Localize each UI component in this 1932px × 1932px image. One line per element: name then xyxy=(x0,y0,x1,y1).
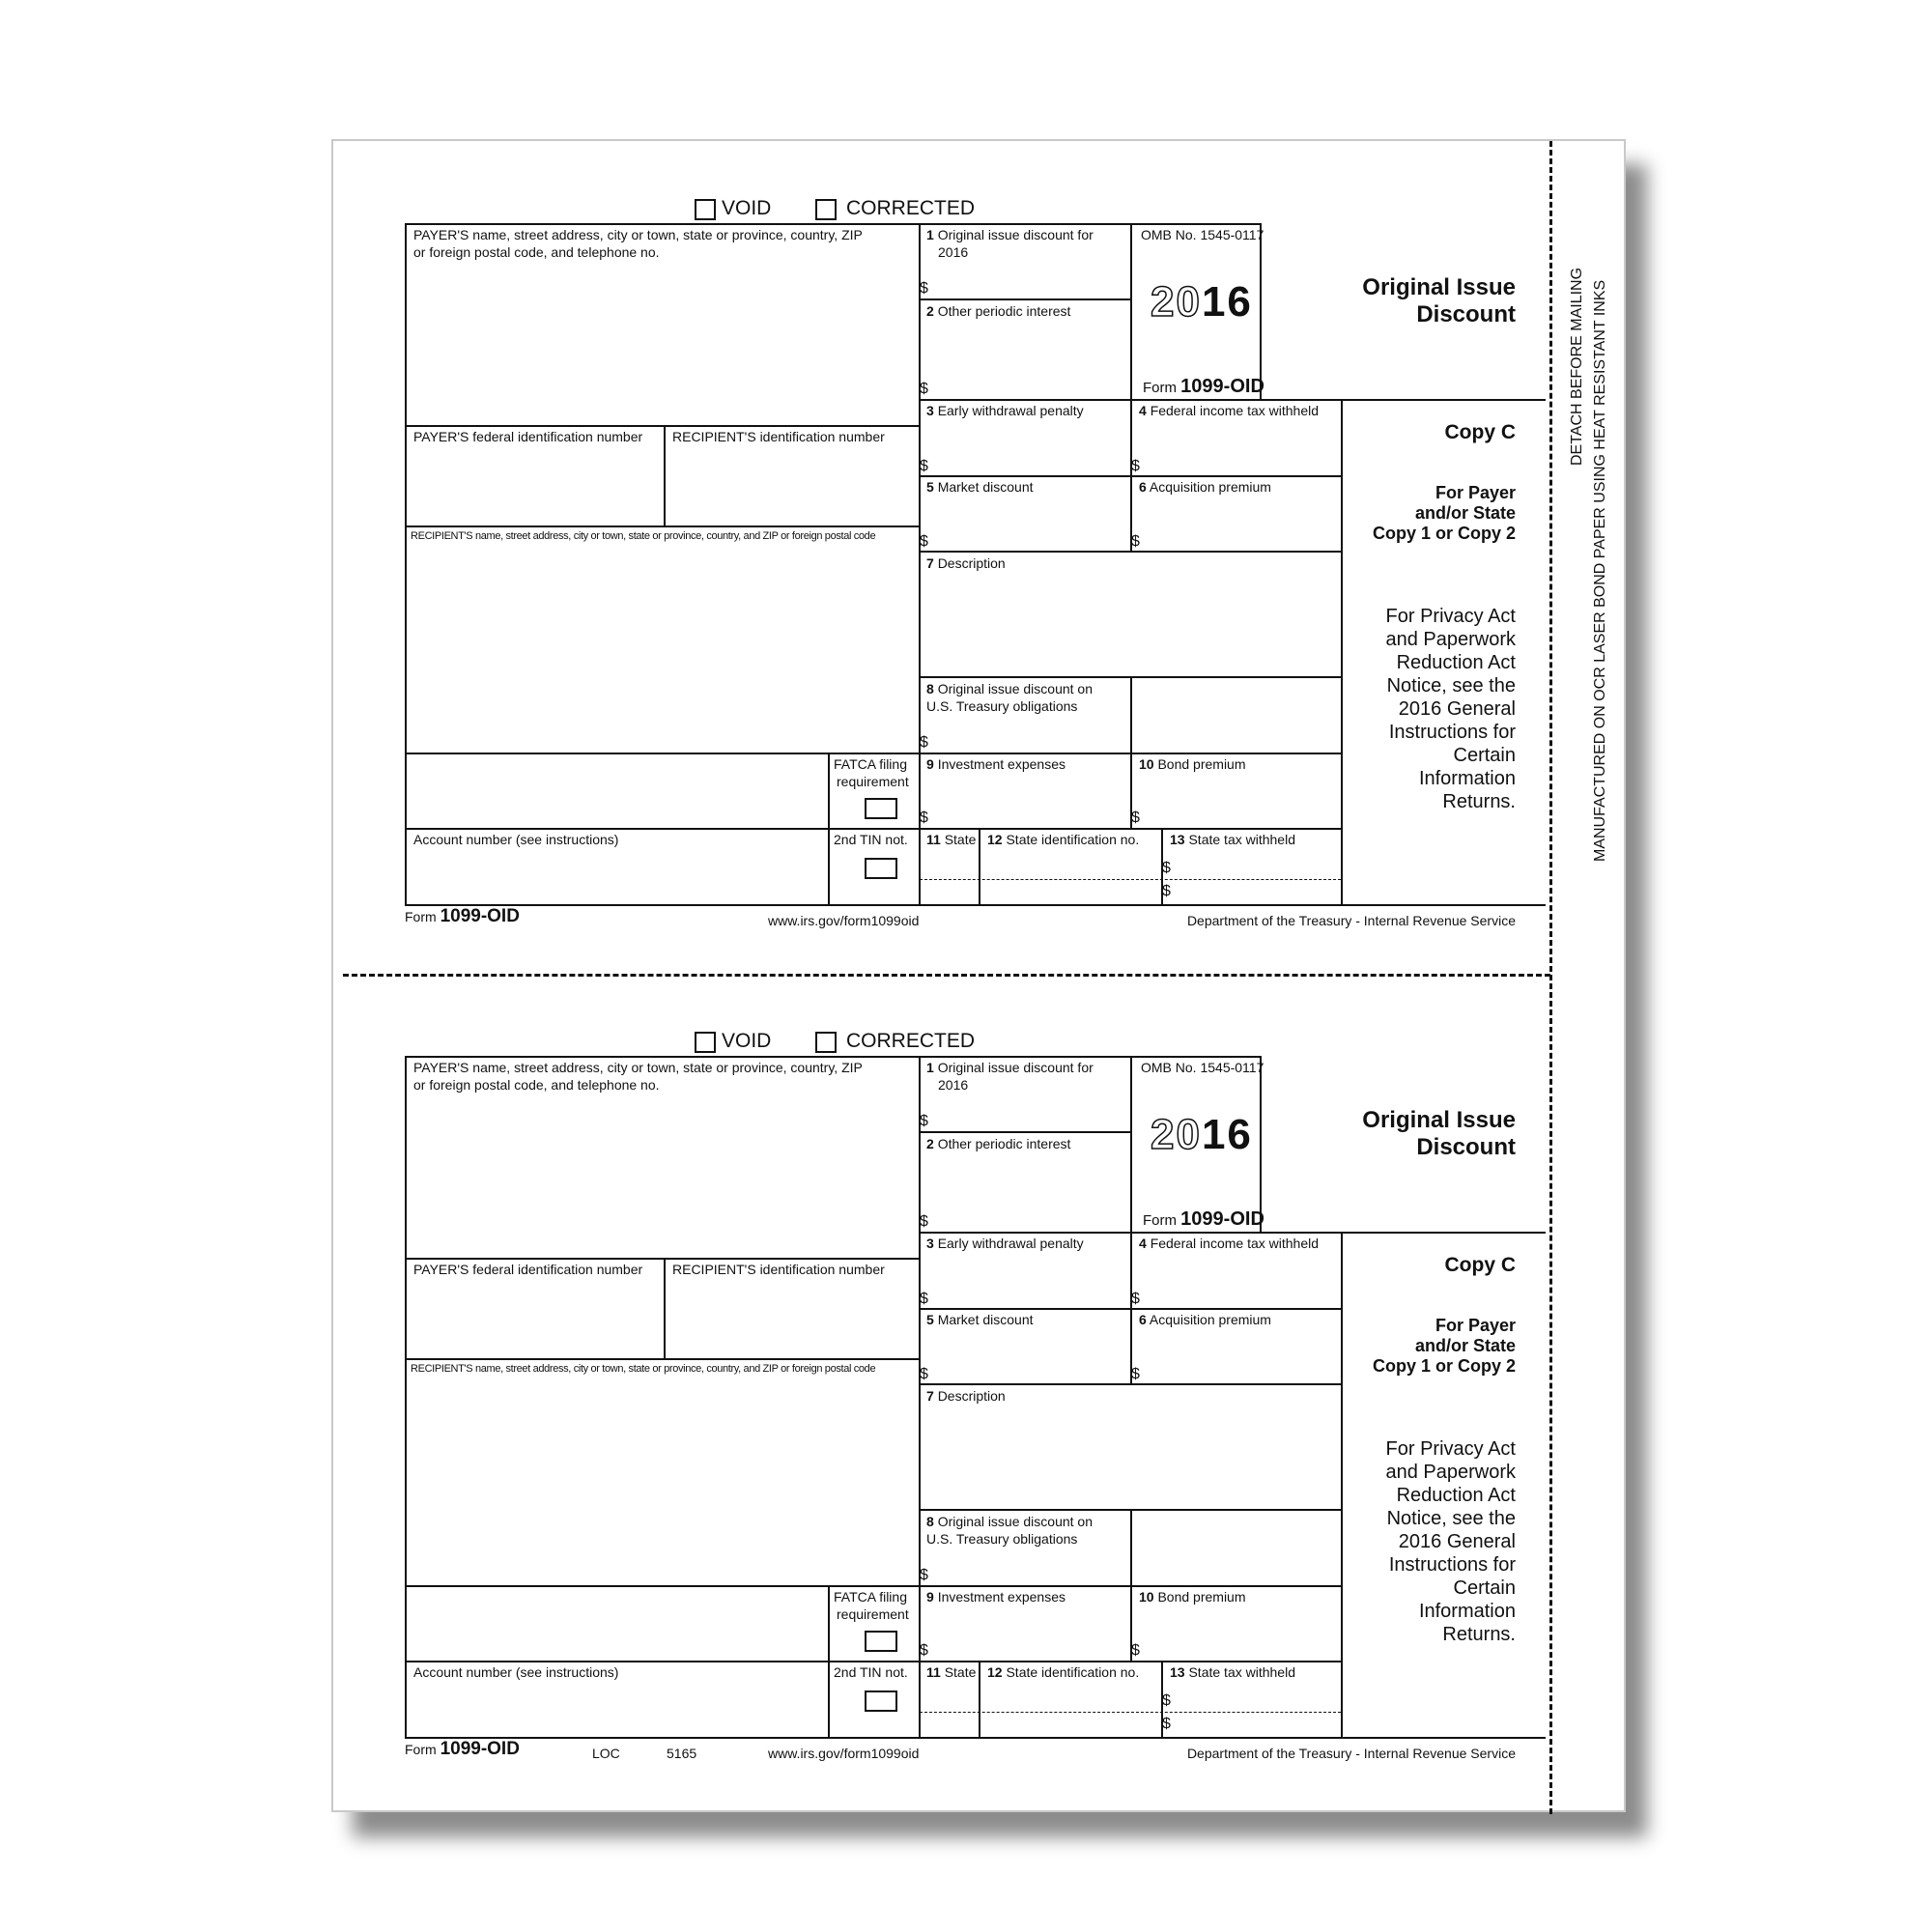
detach-text: DETACH BEFORE MAILING xyxy=(1569,267,1585,466)
box2-number: 2 xyxy=(926,303,934,319)
privacy-line-3: Reduction Act xyxy=(1396,1485,1516,1506)
footer-loc: LOC xyxy=(592,1746,620,1761)
for-payer-label: For Payer xyxy=(1435,483,1516,502)
box3-dollar: $ xyxy=(920,458,928,474)
form-title: Original Issue xyxy=(1362,274,1516,300)
box9-number: 9 xyxy=(926,1589,934,1605)
box10-label: Bond premium xyxy=(1157,756,1246,772)
box5-number: 5 xyxy=(926,1312,934,1327)
void-label: VOID xyxy=(722,197,772,219)
for-payer-label-line3: Copy 1 or Copy 2 xyxy=(1372,1356,1516,1376)
second-tin-checkbox[interactable] xyxy=(865,858,897,879)
copy-label: Copy C xyxy=(1444,1254,1516,1276)
box12-number: 12 xyxy=(987,832,1003,847)
box9-dollar: $ xyxy=(920,810,928,826)
privacy-line-4: Notice, see the xyxy=(1386,1508,1516,1529)
fatca-label: FATCA filing xyxy=(834,1589,907,1605)
fatca-checkbox[interactable] xyxy=(865,798,897,819)
box4-number: 4 xyxy=(1139,1236,1147,1251)
box2-label: Other periodic interest xyxy=(937,1136,1071,1151)
box1-number: 1 xyxy=(926,1060,934,1075)
fatca-label: FATCA filing xyxy=(834,756,907,772)
form-number: 1099-OID xyxy=(1180,1208,1264,1230)
box4-label: Federal income tax withheld xyxy=(1150,403,1319,418)
corrected-checkbox[interactable] xyxy=(815,1032,837,1053)
box9-dollar: $ xyxy=(920,1642,928,1659)
corrected-label: CORRECTED xyxy=(846,1030,976,1052)
box5-label: Market discount xyxy=(937,479,1034,495)
form-word: Form xyxy=(1143,1212,1177,1229)
box7-number: 7 xyxy=(926,555,934,571)
box9-label: Investment expenses xyxy=(937,1589,1065,1605)
footer-form-number: 1099-OID xyxy=(440,906,520,926)
payer-fed-id-label: PAYER'S federal identification number xyxy=(413,429,643,444)
fatca-label-line2: requirement xyxy=(837,1606,909,1622)
account-number-label: Account number (see instructions) xyxy=(413,1664,619,1680)
box8-label-line2: U.S. Treasury obligations xyxy=(926,1531,1078,1547)
form-copy-2 xyxy=(333,974,1628,1804)
box9-label: Investment expenses xyxy=(937,756,1065,772)
privacy-line-7: Certain xyxy=(1453,1577,1516,1599)
box8-number: 8 xyxy=(926,1514,934,1529)
box1-year: 2016 xyxy=(938,1077,969,1093)
footer-url[interactable]: www.irs.gov/form1099oid xyxy=(768,913,920,928)
privacy-line-6: Instructions for xyxy=(1388,1554,1516,1576)
fatca-label-line2: requirement xyxy=(837,774,909,789)
corrected-checkbox[interactable] xyxy=(815,199,837,220)
box2-label: Other periodic interest xyxy=(937,303,1071,319)
recipient-name-label: RECIPIENT'S name, street address, city or town, state or province, country, and ZIP or foreign postal code xyxy=(411,1363,876,1375)
box11-number: 11 xyxy=(926,832,941,847)
copy-label: Copy C xyxy=(1444,421,1516,443)
privacy-line-1: For Privacy Act xyxy=(1385,1438,1516,1460)
payer-name-label-line2: or foreign postal code, and telephone no. xyxy=(413,1077,660,1093)
box10-number: 10 xyxy=(1139,756,1154,772)
box12-label: State identification no. xyxy=(1006,1664,1140,1680)
corrected-label: CORRECTED xyxy=(846,197,976,219)
footer-url[interactable]: www.irs.gov/form1099oid xyxy=(768,1746,920,1761)
privacy-line-2: and Paperwork xyxy=(1385,1462,1516,1483)
box6-label: Acquisition premium xyxy=(1149,1312,1271,1327)
for-payer-label-line3: Copy 1 or Copy 2 xyxy=(1372,524,1516,543)
box13-dollar-2: $ xyxy=(1162,1716,1171,1732)
for-payer-label-line2: and/or State xyxy=(1414,1336,1516,1355)
privacy-line-5: 2016 General xyxy=(1398,1531,1516,1552)
omb-number: OMB No. 1545-0117 xyxy=(1141,1060,1264,1075)
box1-dollar: $ xyxy=(920,1113,928,1129)
privacy-line-9: Returns. xyxy=(1442,791,1516,812)
privacy-line-6: Instructions for xyxy=(1388,722,1516,743)
box8-dollar: $ xyxy=(920,734,928,751)
omb-number: OMB No. 1545-0117 xyxy=(1141,227,1264,242)
form-number: 1099-OID xyxy=(1180,376,1264,397)
box3-dollar: $ xyxy=(920,1291,928,1307)
box13-dollar: $ xyxy=(1162,1692,1171,1709)
privacy-line-4: Notice, see the xyxy=(1386,675,1516,696)
box4-label: Federal income tax withheld xyxy=(1150,1236,1319,1251)
privacy-line-5: 2016 General xyxy=(1398,698,1516,720)
privacy-line-8: Information xyxy=(1418,1601,1516,1622)
vertical-perforation xyxy=(1549,141,1552,1814)
box6-number: 6 xyxy=(1139,1312,1147,1327)
box13-number: 13 xyxy=(1170,1664,1185,1680)
recipient-name-label: RECIPIENT'S name, street address, city or town, state or province, country, and ZIP or foreign postal code xyxy=(411,530,876,542)
box13-number: 13 xyxy=(1170,832,1185,847)
account-number-label: Account number (see instructions) xyxy=(413,832,619,847)
box1-year: 2016 xyxy=(938,244,969,260)
box8-label: Original issue discount on xyxy=(937,1514,1093,1529)
box8-dollar: $ xyxy=(920,1567,928,1583)
box10-label: Bond premium xyxy=(1157,1589,1246,1605)
box10-dollar: $ xyxy=(1131,1642,1140,1659)
box8-label: Original issue discount on xyxy=(937,681,1093,696)
box11-label: State xyxy=(944,832,977,847)
box2-number: 2 xyxy=(926,1136,934,1151)
box5-number: 5 xyxy=(926,479,934,495)
recipient-id-label: RECIPIENT'S identification number xyxy=(672,1262,885,1277)
footer-department: Department of the Treasury - Internal Revenue Service xyxy=(1186,1746,1516,1761)
void-checkbox[interactable] xyxy=(695,199,716,220)
box1-label: Original issue discount for xyxy=(937,1060,1094,1075)
box3-number: 3 xyxy=(926,403,934,418)
void-label: VOID xyxy=(722,1030,772,1052)
second-tin-checkbox[interactable] xyxy=(865,1690,897,1712)
privacy-line-7: Certain xyxy=(1453,745,1516,766)
box1-dollar: $ xyxy=(920,280,928,297)
void-checkbox[interactable] xyxy=(695,1032,716,1053)
privacy-line-1: For Privacy Act xyxy=(1385,606,1516,627)
form-title: Original Issue xyxy=(1362,1107,1516,1133)
box9-number: 9 xyxy=(926,756,934,772)
box8-label-line2: U.S. Treasury obligations xyxy=(926,698,1078,714)
manufactured-text: MANUFACTURED ON OCR LASER BOND PAPER USING HEAT RESISTANT INKS xyxy=(1592,279,1608,862)
box5-label: Market discount xyxy=(937,1312,1034,1327)
form-title-line2: Discount xyxy=(1416,301,1516,327)
form-sheet xyxy=(331,139,1626,1812)
box6-number: 6 xyxy=(1139,479,1147,495)
footer-form-word: Form xyxy=(405,909,437,924)
horizontal-perforation xyxy=(343,974,1550,977)
box3-number: 3 xyxy=(926,1236,934,1251)
for-payer-label-line2: and/or State xyxy=(1414,503,1516,523)
box6-label: Acquisition premium xyxy=(1149,479,1271,495)
privacy-line-9: Returns. xyxy=(1442,1624,1516,1645)
payer-name-label: PAYER'S name, street address, city or town, state or province, country, ZIP xyxy=(413,1060,863,1075)
box13-label: State tax withheld xyxy=(1188,1664,1295,1680)
second-tin-label: 2nd TIN not. xyxy=(834,832,908,847)
privacy-line-2: and Paperwork xyxy=(1385,629,1516,650)
box10-number: 10 xyxy=(1139,1589,1154,1605)
fatca-checkbox[interactable] xyxy=(865,1631,897,1652)
box5-dollar: $ xyxy=(920,533,928,550)
box2-dollar: $ xyxy=(920,381,928,397)
box1-label: Original issue discount for xyxy=(937,227,1094,242)
box6-dollar: $ xyxy=(1131,1366,1140,1382)
payer-name-label-line2: or foreign postal code, and telephone no. xyxy=(413,244,660,260)
box7-number: 7 xyxy=(926,1388,934,1404)
form-word: Form xyxy=(1143,380,1177,396)
footer-form-number: 1099-OID xyxy=(440,1739,520,1759)
footer-form-word: Form xyxy=(405,1742,437,1757)
box13-dollar-2: $ xyxy=(1162,883,1171,899)
box10-dollar: $ xyxy=(1131,810,1140,826)
box6-dollar: $ xyxy=(1131,533,1140,550)
box11-label: State xyxy=(944,1664,977,1680)
payer-fed-id-label: PAYER'S federal identification number xyxy=(413,1262,643,1277)
box8-number: 8 xyxy=(926,681,934,696)
box13-label: State tax withheld xyxy=(1188,832,1295,847)
footer-department: Department of the Treasury - Internal Revenue Service xyxy=(1186,913,1516,928)
box3-label: Early withdrawal penalty xyxy=(937,403,1084,418)
box2-dollar: $ xyxy=(920,1213,928,1230)
box12-number: 12 xyxy=(987,1664,1003,1680)
for-payer-label: For Payer xyxy=(1435,1316,1516,1335)
tax-year: 2016 xyxy=(1151,278,1253,326)
tax-year: 2016 xyxy=(1151,1111,1253,1158)
box4-dollar: $ xyxy=(1131,458,1140,474)
form-copy-1 xyxy=(333,141,1628,972)
box7-label: Description xyxy=(937,555,1006,571)
box4-number: 4 xyxy=(1139,403,1147,418)
privacy-line-8: Information xyxy=(1418,768,1516,789)
second-tin-label: 2nd TIN not. xyxy=(834,1664,908,1680)
form-title-line2: Discount xyxy=(1416,1134,1516,1160)
privacy-line-3: Reduction Act xyxy=(1396,652,1516,673)
box7-label: Description xyxy=(937,1388,1006,1404)
box13-dollar: $ xyxy=(1162,860,1171,876)
payer-name-label: PAYER'S name, street address, city or town, state or province, country, ZIP xyxy=(413,227,863,242)
box3-label: Early withdrawal penalty xyxy=(937,1236,1084,1251)
box11-number: 11 xyxy=(926,1664,941,1680)
box1-number: 1 xyxy=(926,227,934,242)
box12-label: State identification no. xyxy=(1006,832,1140,847)
box4-dollar: $ xyxy=(1131,1291,1140,1307)
recipient-id-label: RECIPIENT'S identification number xyxy=(672,429,885,444)
footer-loc-number: 5165 xyxy=(667,1746,697,1761)
box5-dollar: $ xyxy=(920,1366,928,1382)
